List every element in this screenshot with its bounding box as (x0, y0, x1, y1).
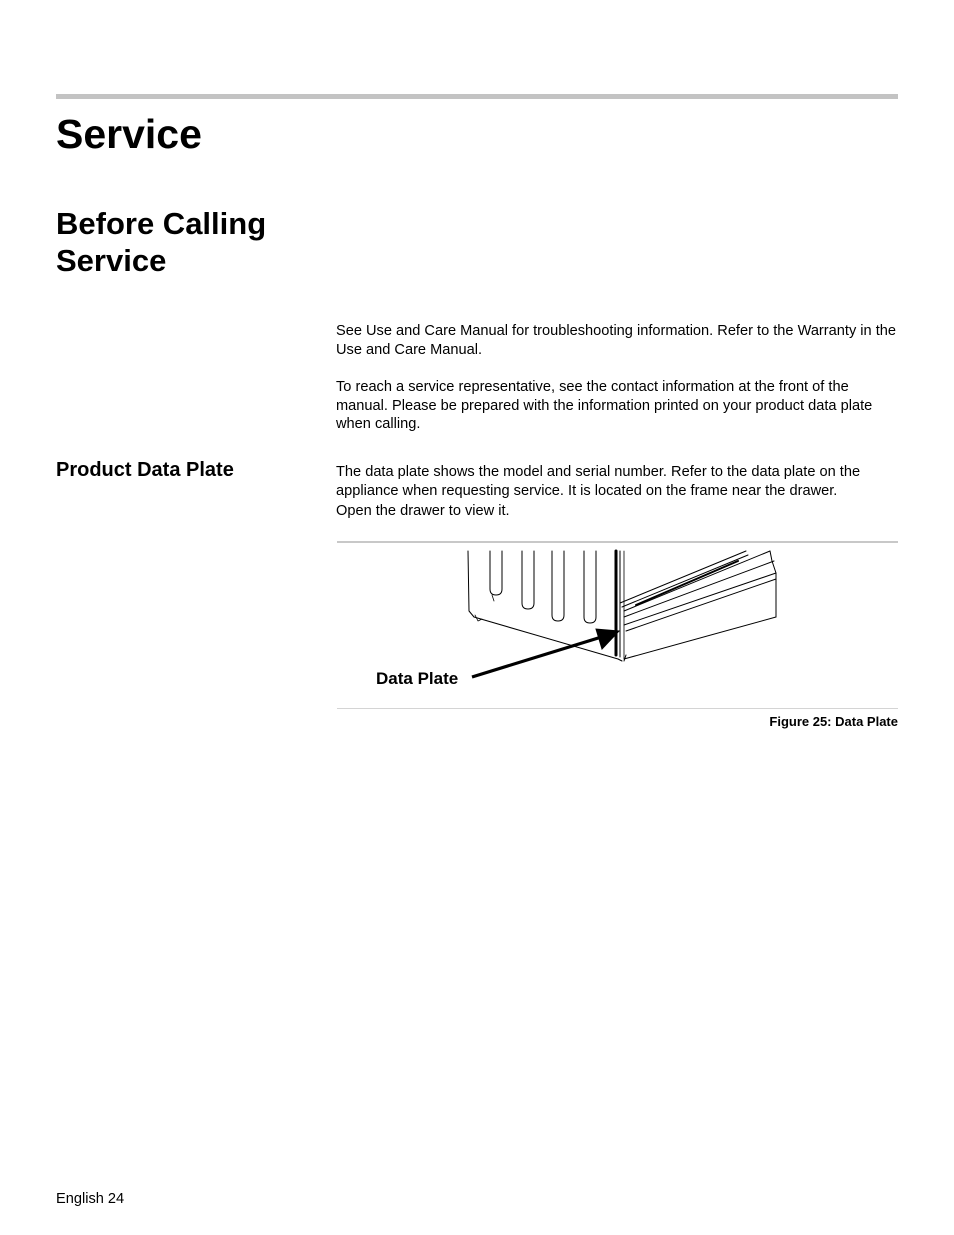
data-plate-callout-label: Data Plate (376, 669, 459, 688)
service-contact-paragraph: To reach a service representative, see the contact information at the front of the manual. Please be prepared with the information printed on your product data plate when calling. (336, 379, 873, 433)
section-title-before-calling-service: Before Calling Service (56, 206, 267, 278)
figure-bottom-rule (337, 708, 898, 709)
section-title-product-data-plate: Product Data Plate (56, 459, 234, 481)
header-rule (56, 94, 898, 99)
data-plate-paragraph-line-2: Open the drawer to view it. (336, 503, 510, 520)
troubleshooting-paragraph: See Use and Care Manual for troubleshooting information. Refer to the Warranty in the Use and Care Manual. (336, 323, 896, 358)
page-title: Service (56, 111, 202, 157)
figure-caption: Figure 25: Data Plate (769, 714, 898, 729)
data-plate-paragraph (336, 463, 902, 521)
data-plate-paragraph-line-1: The data plate shows the model and serial number. Refer to the data plate on the appliance when requesting service. It is located on the frame near the drawer. (336, 464, 861, 499)
figure-top-rule (337, 541, 898, 543)
page-footer: English 24 (56, 1191, 125, 1207)
